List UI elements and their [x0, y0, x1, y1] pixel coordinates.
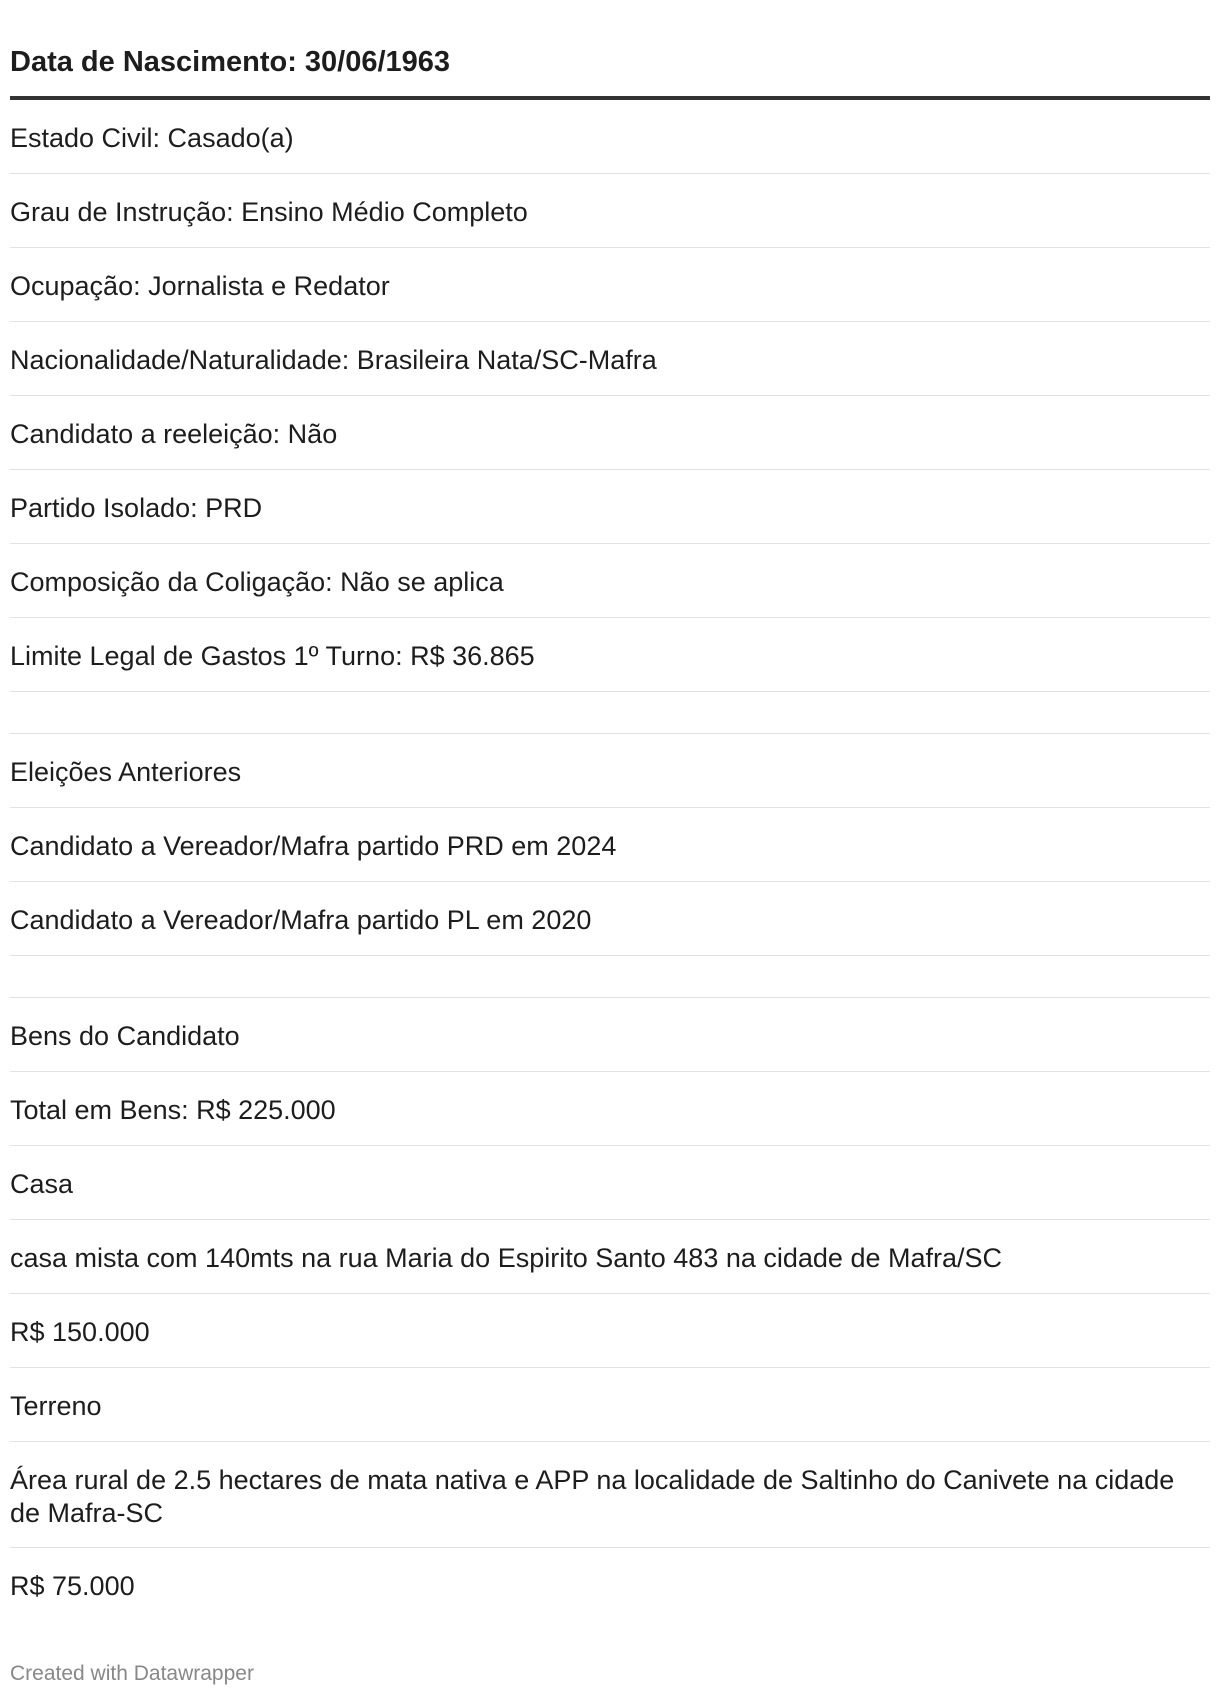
row-text: Total em Bens: R$ 225.000	[10, 1095, 336, 1125]
row-text: Eleições Anteriores	[10, 757, 242, 787]
table-row-coligacao	[10, 544, 1210, 618]
row-text: R$ 150.000	[10, 1317, 150, 1347]
row-text: Ocupação: Jornalista e Redator	[10, 271, 390, 301]
table-row-estado-civil	[10, 100, 1210, 174]
row-text: Bens do Candidato	[10, 1021, 240, 1051]
row-text: Grau de Instrução: Ensino Médio Completo	[10, 197, 528, 227]
table-row-ocupacao	[10, 248, 1210, 322]
table-row-terreno-descricao	[10, 1442, 1210, 1548]
table-row-nacionalidade	[10, 322, 1210, 396]
row-text: Casa	[10, 1169, 74, 1199]
table-row-bem-terreno	[10, 1368, 1210, 1442]
table-row-partido	[10, 470, 1210, 544]
table-row-empty	[10, 692, 1210, 734]
row-text: Área rural de 2.5 hectares de mata nativa e APP na localidade de Saltinho do Canivete na cidade de Mafra-SC	[10, 1465, 1175, 1528]
row-text: Partido Isolado: PRD	[10, 493, 263, 523]
row-text: Nacionalidade/Naturalidade: Brasileira Nata/SC-Mafra	[10, 345, 657, 375]
header-title: Data de Nascimento: 30/06/1963	[10, 46, 451, 78]
table-row-bem-casa	[10, 1146, 1210, 1220]
table-row-section-bens	[10, 998, 1210, 1072]
table-row-section-eleicoes	[10, 734, 1210, 808]
row-text: Candidato a reeleição: Não	[10, 419, 338, 449]
row-text: Composição da Coligação: Não se aplica	[10, 567, 504, 597]
row-text: Limite Legal de Gastos 1º Turno: R$ 36.865	[10, 641, 535, 671]
table-row-eleicao-2024	[10, 808, 1210, 882]
table-row-total-bens	[10, 1072, 1210, 1146]
footer-credit: Created with Datawrapper	[10, 1662, 254, 1685]
row-text: Candidato a Vereador/Mafra partido PL em 2020	[10, 905, 592, 935]
data-table	[10, 0, 1210, 1622]
row-text: R$ 75.000	[10, 1571, 135, 1601]
table-row-casa-valor	[10, 1294, 1210, 1368]
table-row-grau-instrucao	[10, 174, 1210, 248]
row-text: Estado Civil: Casado(a)	[10, 123, 294, 153]
row-text: Candidato a Vereador/Mafra partido PRD em 2024	[10, 831, 617, 861]
table-row-empty	[10, 956, 1210, 998]
table-row-terreno-valor	[10, 1548, 1210, 1622]
table-row-limite-gastos	[10, 618, 1210, 692]
row-text: casa mista com 140mts na rua Maria do Espirito Santo 483 na cidade de Mafra/SC	[10, 1243, 1002, 1273]
table-row-eleicao-2020	[10, 882, 1210, 956]
row-text: Terreno	[10, 1391, 102, 1421]
table-row-reeleicao	[10, 396, 1210, 470]
table-row-casa-descricao	[10, 1220, 1210, 1294]
table-header	[10, 0, 1210, 100]
